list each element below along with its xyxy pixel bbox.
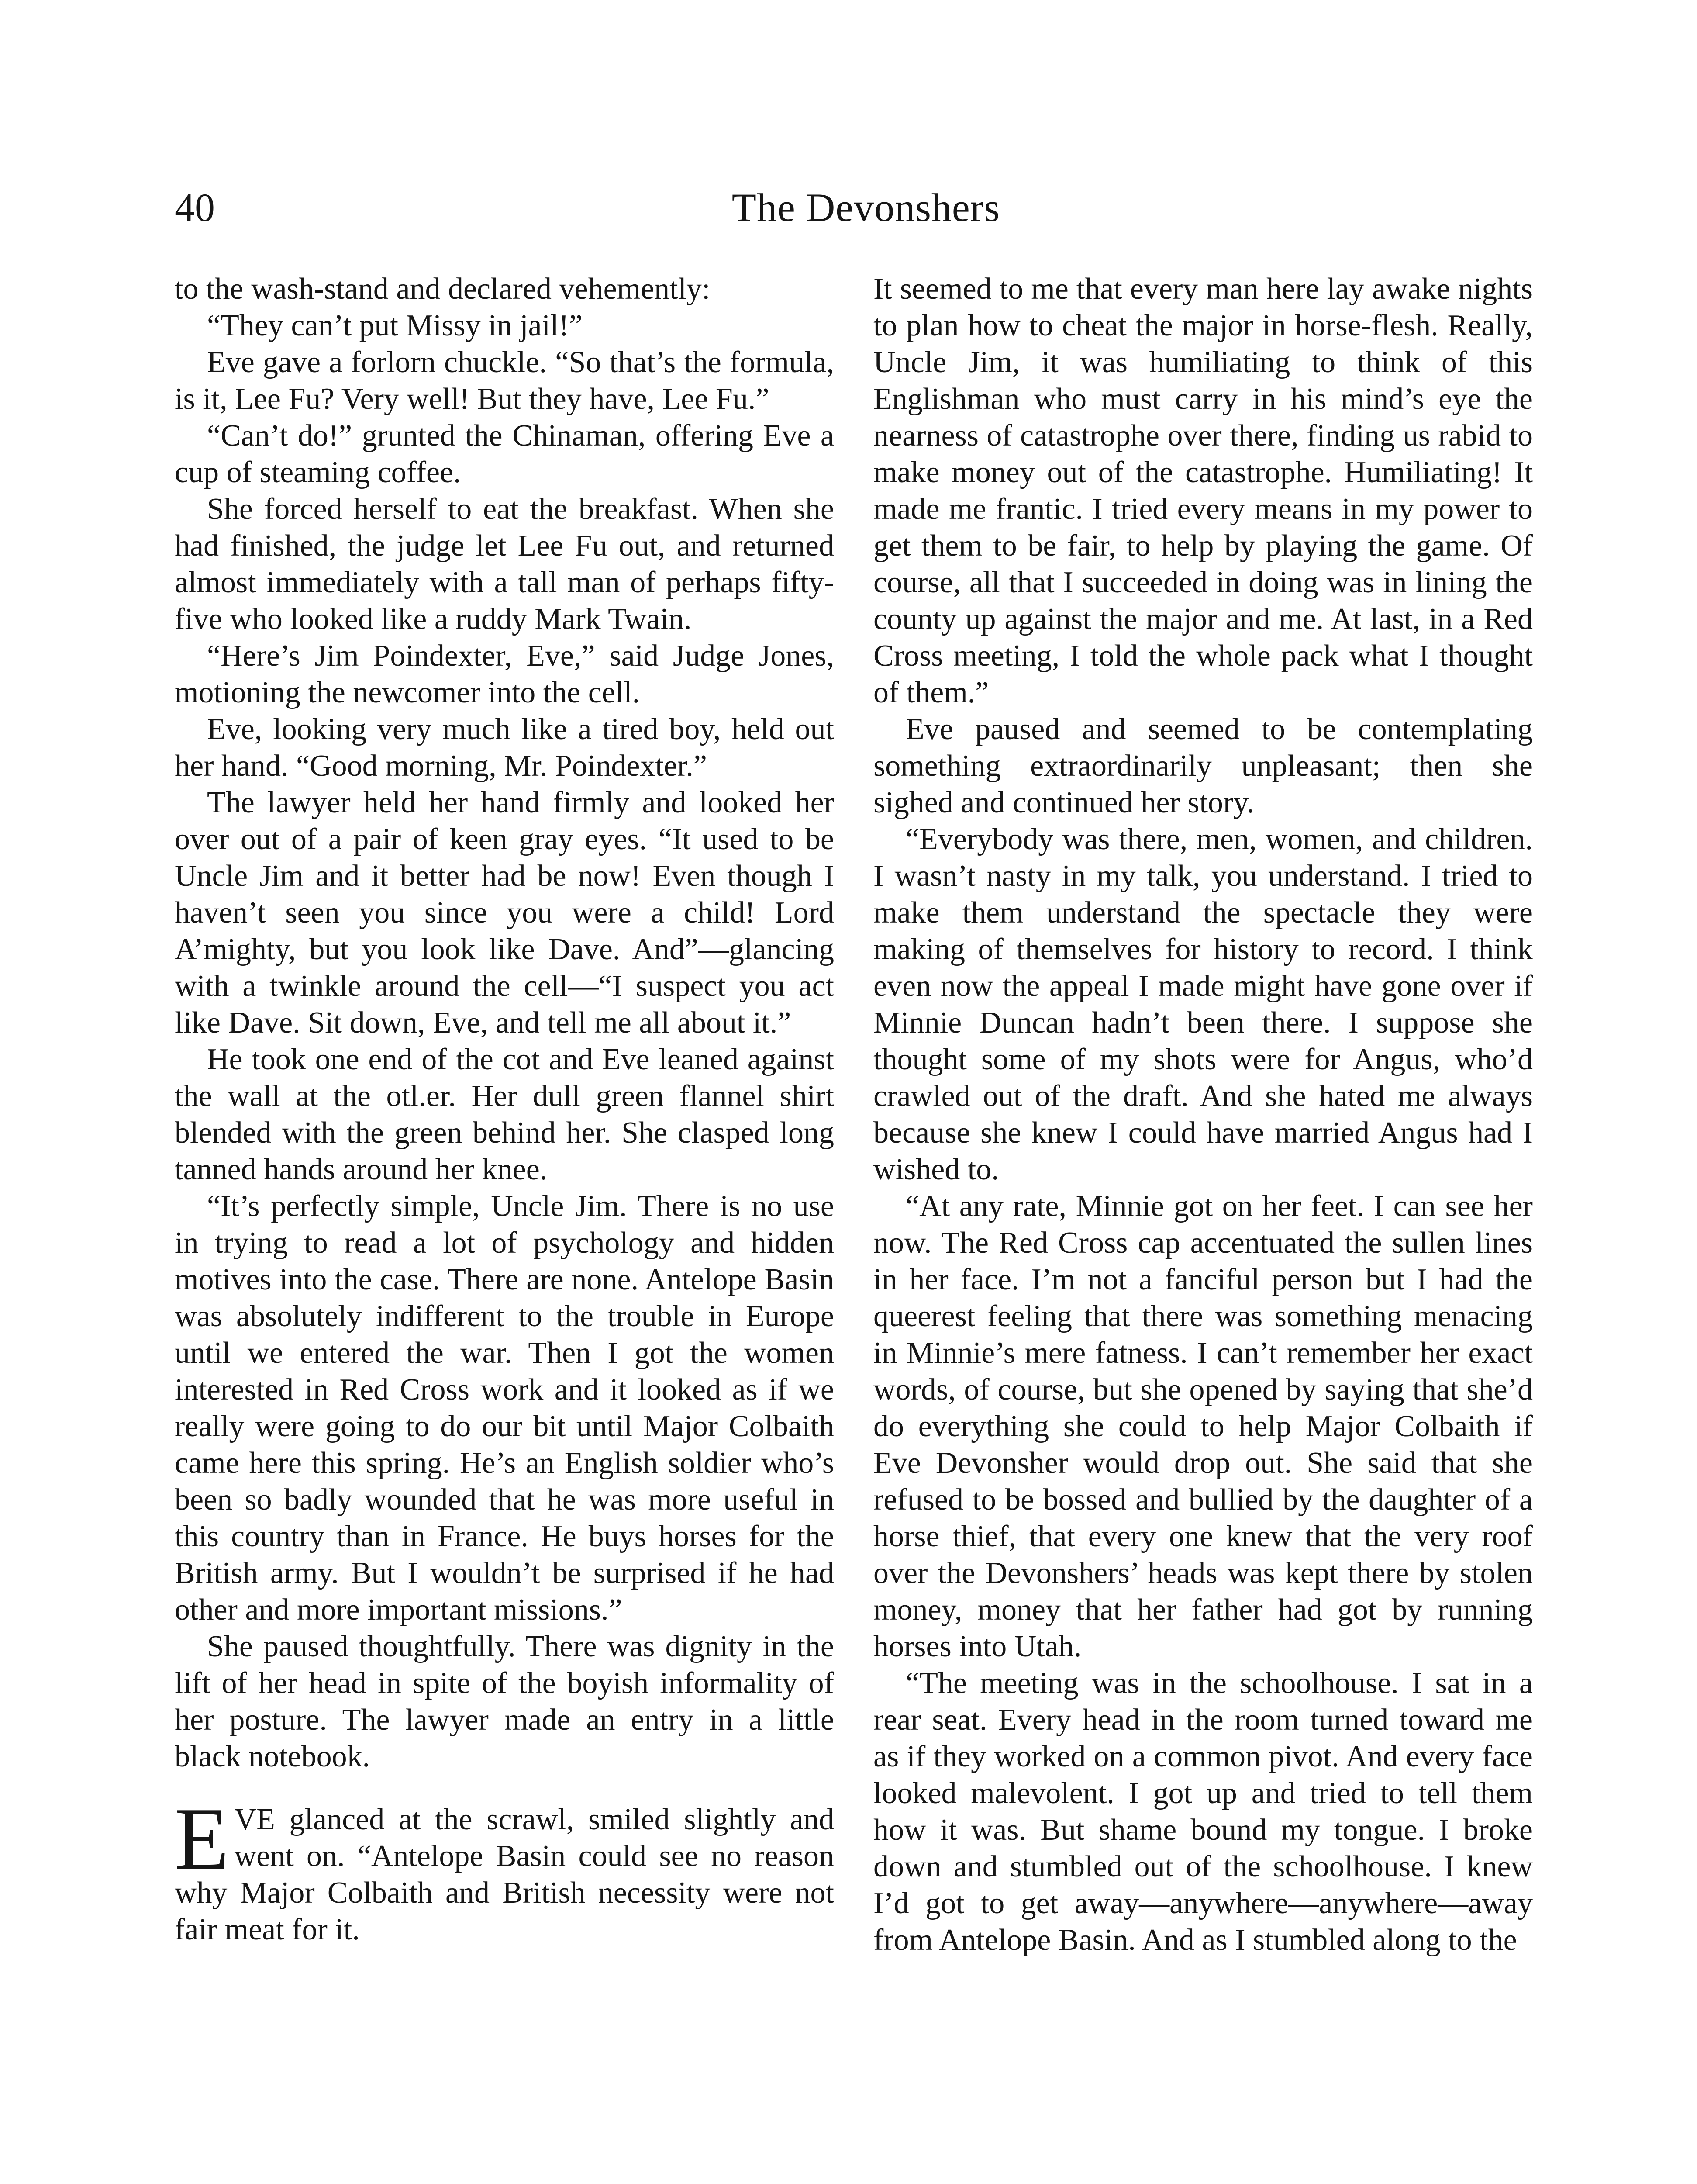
running-title: The Devonshers [731, 185, 1000, 230]
paragraph-text: VE glanced at the scrawl, smiled slightly and went on. “Antelope Basin could see no reason why Major Colbaith and British necessity were not fair meat for it. [175, 1803, 834, 1946]
page-number: 40 [175, 185, 215, 230]
paragraph: She paused thoughtfully. There was dignity in the lift of her head in spite of the boyish informality of her posture. The lawyer made an entry in a little black notebook. [175, 1630, 834, 1773]
paragraph: He took one end of the cot and Eve leaned against the wall at the otl.er. Her dull green flannel shirt blended with the green behind her. She clasped long tanned hands around her knee. [175, 1043, 834, 1186]
paragraph: “Can’t do!” grunted the Chinaman, offering Eve a cup of steaming coffee. [175, 419, 834, 489]
paragraph: “At any rate, Minnie got on her feet. I can see her now. The Red Cross cap accentuated the sullen lines in her face. I’m not a fanciful person but I had the queerest feeling that there was something menacing in Minnie’s mere fatness. I can’t remember her exact words, of course, but she opened by saying that she’d do everything she could to help Major Colbaith if Eve Devonsher would drop out. She said that she refused to be bossed and bullied by the daughter of a horse thief, that every one knew that the very roof over the Devonshers’ heads was kept there by stolen money, money that her father had got by running horses into Utah. [873, 1189, 1533, 1663]
paragraph: “They can’t put Missy in jail!” [207, 309, 583, 342]
paragraph: She forced herself to eat the breakfast. When she had finished, the judge let Lee Fu out, and returned almost immediately with a tall man of perhaps fifty-five who looked like a ruddy Mark Twain. [175, 492, 834, 636]
paragraph: “It’s perfectly simple, Uncle Jim. There is no use in trying to read a lot of psychology and hidden motives into the case. There are none. Antelope Basin was absolutely indifferent to the trouble in Europe until we entered the war. Then I got the women interested in Red Cross work and it looked as if we really were going to do our bit until Major Colbaith came here this spring. He’s an English soldier who’s been so badly wounded that he was more useful in this country than in France. He buys horses for the British army. But I wouldn’t be surprised if he had other and more important missions.” [175, 1189, 834, 1627]
paragraph: Eve paused and seemed to be contemplating something extraordinarily unpleasant; then she sighed and continued her story. [873, 712, 1533, 819]
drop-cap: E [175, 1790, 229, 1888]
left-column [175, 271, 834, 1948]
paragraph: Eve, looking very much like a tired boy, held out her hand. “Good morning, Mr. Poindexter.” [175, 712, 834, 783]
paragraph: to the wash-stand and declared vehemently: [175, 272, 711, 306]
paragraph: The lawyer held her hand firmly and looked her over out of a pair of keen gray eyes. “It used to be Uncle Jim and it better had be now! Even though I haven’t seen you since you were a child! Lord A’mighty, but you look like Dave. And”—glancing with a twinkle around the cell—“I suspect you act like Dave. Sit down, Eve, and tell me all about it.” [175, 786, 834, 1040]
right-column [873, 271, 1533, 1959]
paragraph: Eve gave a forlorn chuckle. “So that’s the formula, is it, Lee Fu? Very well! But they have, Lee Fu.” [175, 346, 834, 416]
paragraph: It seemed to me that every man here lay awake nights to plan how to cheat the major in horse-flesh. Really, Uncle Jim, it was humiliating to think of this Englishman who must carry in his mind’s eye the nearness of catastrophe over there, finding us rabid to make money out of the catastrophe. Humiliating! It made me frantic. I tried every means in my power to get them to be fair, to help by playing the game. Of course, all that I succeeded in doing was in lining the county up against the major and me. At last, in a Red Cross meeting, I told the whole pack what I thought of them.” [873, 272, 1533, 709]
paragraph: “The meeting was in the schoolhouse. I sat in a rear seat. Every head in the room turned toward me as if they worked on a common pivot. And every face looked malevolent. I got up and tried to tell them how it was. But shame bound my tongue. I broke down and stumbled out of the schoolhouse. I knew I’d got to get away—anywhere—anywhere—away from Antelope Basin. And as I stumbled along to the [873, 1666, 1533, 1957]
section-paragraph [175, 1790, 834, 1948]
paragraph: “Here’s Jim Poindexter, Eve,” said Judge Jones, motioning the newcomer into the cell. [175, 639, 834, 709]
paragraph: “Everybody was there, men, women, and children. I wasn’t nasty in my talk, you understand. I tried to make them understand the spectacle they were making of themselves for history to record. I think even now the appeal I made might have gone over if Minnie Duncan hadn’t been there. I suppose she thought some of my shots were for Angus, who’d crawled out of the draft. And she hated me always because she knew I could have married Angus had I wished to. [873, 822, 1533, 1186]
page-header [175, 175, 1557, 240]
